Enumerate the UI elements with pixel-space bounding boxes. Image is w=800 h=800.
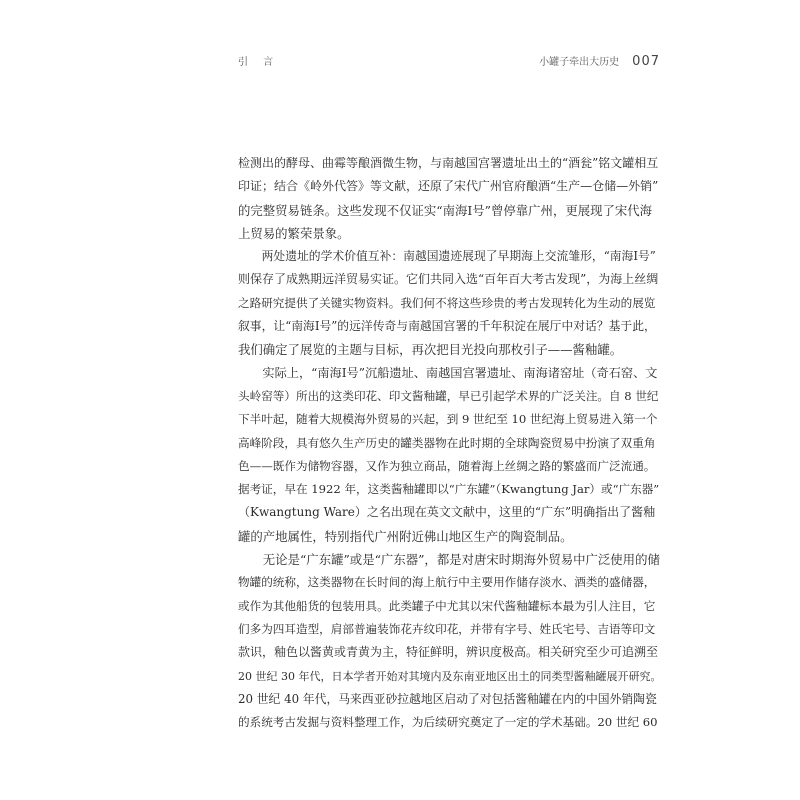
text-line: 则保存了成熟期远洋贸易实证。它们共同入选“百年百大考古发现”，为海上丝绸	[238, 272, 659, 287]
section-title: 引 言	[238, 57, 280, 68]
text-line: 或作为其他船货的包装用具。此类罐子中尤其以宋代酱釉罐标本最为引人注目，它	[238, 598, 656, 613]
text-line: 实际上，“南海Ⅰ号”沉船遗址、南越国宫署遗址、南海诸窑址（奇石窑、文	[262, 365, 658, 380]
text-line: 之路研究提供了关键实物资料。我们何不将这些珍贵的考古发现转化为生动的展览	[238, 295, 656, 310]
header-right	[539, 50, 660, 69]
text-line: 下半叶起，随着大规模海外贸易的兴起，到 9 世纪至 10 世纪海上贸易进入第一个	[238, 412, 658, 427]
text-line: 我们确定了展览的主题与目标，再次把目光投向那枚引子——酱釉罐。	[238, 342, 623, 358]
text-line: 20 世纪 40 年代，马来西亚砂拉越地区启动了对包括酱釉罐在内的中国外销陶瓷	[238, 691, 657, 706]
text-line: 罐的产地属性，特别指代广州附近佛山地区生产的陶瓷制品。	[238, 528, 573, 544]
book-title: 小罐子牵出大历史	[539, 57, 620, 68]
text-line: 色——既作为储物容器，又作为独立商品，随着海上丝绸之路的繁盛而广泛流通。	[238, 458, 656, 473]
text-line: 印证；结合《岭外代答》等文献，还原了宋代广州官府酿酒“生产—仓储—外销”	[238, 179, 659, 194]
text-line: 款识，釉色以酱黄或青黄为主，特征鲜明，辨识度极高。相关研究至少可追溯至	[238, 645, 659, 660]
text-line: 上贸易的繁荣景象。	[238, 225, 350, 241]
page-number: 007	[632, 54, 660, 69]
text-line: 的完整贸易链条。这些发现不仅证实“南海Ⅰ号”曾停靠广州，更展现了宋代海	[238, 202, 653, 218]
running-header	[238, 50, 660, 70]
text-line: 据考证，早在 1922 年，这类酱釉罐即以“广东罐”（Kwangtung Jar）或“广东器”	[238, 482, 660, 497]
body-text	[238, 152, 661, 734]
text-line: 的系统考古发掘与资料整理工作，为后续研究奠定了一定的学术基础。20 世纪 60	[238, 715, 658, 730]
text-line: （Kwangtung Ware）之名出现在英文文献中，这里的“广东”明确指出了酱釉	[238, 505, 656, 520]
text-line: 两处遗址的学术价值互补：南越国遗迹展现了早期海上交流雏形，“南海Ⅰ号”	[261, 249, 656, 264]
text-line: 无论是“广东罐”或是“广东器”，都是对唐宋时期海外贸易中广泛使用的储	[262, 552, 660, 568]
text-line: 高峰阶段，具有悠久生产历史的罐类器物在此时期的全球陶瓷贸易中扮演了双重角	[238, 435, 656, 450]
text-line: 们多为四耳造型，肩部普遍装饰花卉纹印花，并带有字号、姓氏宅号、吉语等印文	[238, 621, 656, 636]
text-line: 物罐的统称，这类器物在长时间的海上航行中主要用作储存淡水、酒类的盛储器，	[238, 575, 656, 590]
text-line: 叙事，让“南海Ⅰ号”的远洋传奇与南越国宫署的千年积淀在展厅中对话？基于此，	[238, 319, 656, 334]
text-line: 头岭窑等）所出的这类印花、印文酱釉罐，早已引起学术界的广泛关注。自 8 世纪	[238, 388, 659, 403]
text-line: 20 世纪 30 年代，日本学者开始对其境内及东南亚地区出土的同类型酱釉罐展开研究。	[238, 669, 661, 683]
text-line: 检测出的酵母、曲霉等酿酒微生物，与南越国宫署遗址出土的“酒瓮”铭文罐相互	[238, 156, 659, 170]
